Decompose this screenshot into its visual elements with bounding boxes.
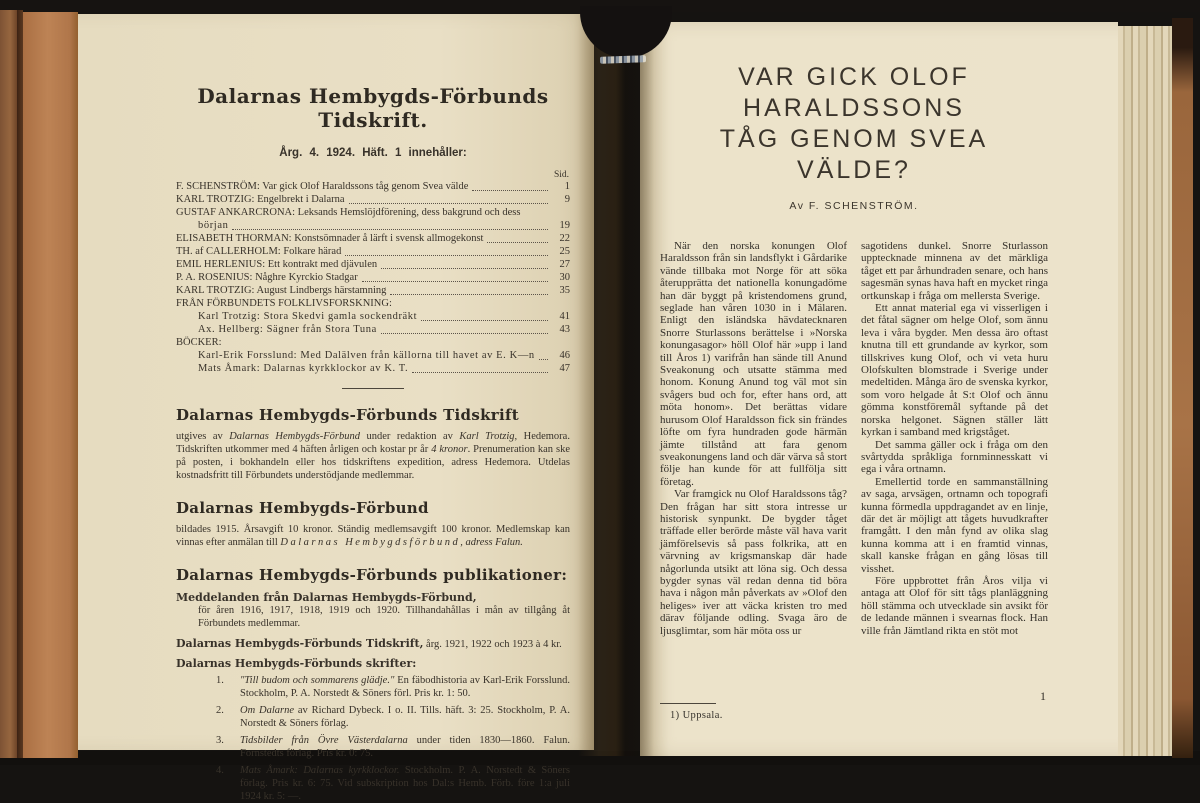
toc-entry: början 19 <box>198 220 570 231</box>
footnote: 1) Uppsala. <box>660 703 847 722</box>
forbund-section-heading: Dalarnas Hembygds-Förbund <box>176 499 429 517</box>
toc-entry: Karl-Erik Forsslund: Med Dalälven från källorna till havet av E. K—n 46 <box>198 350 570 361</box>
table-of-contents <box>176 180 570 375</box>
journal-title: Dalarnas Hembygds-Förbunds Tidskrift. <box>197 84 549 132</box>
list-item: 4. Mats Åmark: Dalarnas kyrkklockor. Stockholm. P. A. Norstedt & Söners förlag. Pris kr. 6: 75. Vid subskription hos Dal:s Hemb. Förb. före 1:a juli 1924 kr. 5: —. <box>216 765 570 802</box>
article-title: VAR GICK OLOF HARALDSSONS TÅG GENOM SVEA VÄLDE? <box>719 63 989 184</box>
paragraph: När den norska konungen Olof Haraldsson från sin landsflykt i Gårdarike vände tillbaka mot Norge för att söka återupprätta det nationella konungadöme han där byggt på kristendomens grund, seglade han våren 1030 in i Mälaren. Enligt den isländska hävdatecknaren Snorre Sturlassons berättelse i »Norska konungasagor» höll Olof här »upp i land till Åros 1) varifrån han sände till Anund Sveakonung och utsatte stämma med honom. Konung Anund tog väl mot sin svågers bud och for, efter hans ord, att möta honom». Det berättas vidare hurusom Olof Haraldsson fick sin frändes löfte om fyra hundraden gode härmän jämte tillstånd att fara genom sveakonungens land och där värva så stort följe han kunde för att fullfölja sitt företag. <box>660 240 847 488</box>
toc-entry: Mats Åmark: Dalarnas kyrkklockor av K. T. 47 <box>198 363 570 374</box>
paragraph: sagotidens dunkel. Snorre Sturlasson upptecknade minnena av det märkliga tåget ett par århundraden senare, och hans sagesmän synas hava haft en mycket ringa ortkunskap i fråga om mellersta Sverige. <box>861 240 1048 302</box>
toc-entry: Ax. Hellberg: Sägner från Stora Tuna 43 <box>198 324 570 335</box>
paragraph: Det samma gäller ock i fråga om den svårtydda språkliga fornminnesskatt vi ega i våra ortnamn. <box>861 438 1048 476</box>
toc-entry: TH. af CALLERHOLM: Folkare härad 25 <box>176 246 570 257</box>
book-cover-left-edge <box>0 10 17 758</box>
toc-entry: ELISABETH THORMAN: Konstsömnader å lärft i svensk allmogekonst 22 <box>176 233 570 244</box>
publications-section-heading: Dalarnas Hembygds-Förbunds publikationer: <box>176 566 568 584</box>
list-item: 3. Tidsbilder från Övre Västerdalarna under tiden 1830—1860. Falun. Fornstedts förlag. Pris kr. 0: 75. <box>216 735 570 759</box>
divider-rule <box>342 388 404 389</box>
toc-entry: KARL TROTZIG: August Lindbergs härstamning 35 <box>176 285 570 296</box>
article-byline: Av F. SCHENSTRÖM. <box>789 200 919 212</box>
page-stack-right-edge <box>1118 26 1172 756</box>
footnote-rule <box>660 703 716 704</box>
toc-entry: Karl Trotzig: Stora Skedvi gamla sockendräkt 41 <box>198 311 570 322</box>
toc-section-header: FRÅN FÖRBUNDETS FOLKLIVSFORSKNING: <box>176 298 392 309</box>
skrifter-heading: Dalarnas Hembygds-Förbunds skrifter: <box>176 657 417 670</box>
article-column-2 <box>861 240 1048 722</box>
publication-list <box>216 674 570 803</box>
toc-entry: GUSTAF ANKARCRONA: Leksands Hemslöjdförening, dess bakgrund och dess <box>176 207 521 218</box>
toc-entry: P. A. ROSENIUS: Någhre Kyrckio Stadgar 30 <box>176 272 570 283</box>
toc-entry: F. SCHENSTRÖM: Var gick Olof Haraldssons tåg genom Svea välde 1 <box>176 181 570 192</box>
meddelanden-detail: för åren 1916, 1917, 1918, 1919 och 1920. Tillhandahållas i mån av tillgång åt Förbundets medlemmar. <box>198 605 570 629</box>
left-page-content <box>78 14 594 802</box>
paragraph: Emellertid torde en sammanställning av saga, arvsägen, ortnamn och topografi kunna förmedla uppdragandet av en linje, där det är möjligt att tågets huvudkrafter framgått. I den mån fynd av olika slag kunna komma att i en framtid vinnas, skall kanske frågan en gång lösas till visshet. <box>861 475 1048 575</box>
meddelanden-lead: Meddelanden från Dalarnas Hembygds-Förbund, <box>176 591 477 604</box>
article-column-1 <box>660 240 847 722</box>
forbund-section-paragraph: bildades 1915. Årsavgift 10 kronor. Ständig medlemsavgift 100 kronor. Medlemskap kan vinnas efter anmälan till Dalarnas Hembygdsförbund, adress Falun. <box>176 524 570 548</box>
toc-entry: KARL TROTZIG: Engelbrekt i Dalarna 9 <box>176 194 570 205</box>
paragraph: Före uppbrottet från Åros vilja vi antaga att Olof för sitt tågs planläggning höll stämma och utvecklade sin avsikt för de ledande männen i svearnas flock. Han ville från Jämtland rikta en stöt mot <box>861 574 1048 637</box>
list-item: 2. Om Dalarne av Richard Dybeck. I o. II. Tills. häft. 3: 25. Stockholm, P. A. Norstedt & Söners förlag. <box>216 705 570 729</box>
right-page-content <box>640 22 1118 756</box>
toc-entry: EMIL HERLENIUS: Ett kontrakt med djävulen 27 <box>176 259 570 270</box>
article-columns <box>660 240 1048 722</box>
book-cover-right-edge <box>1172 18 1193 758</box>
tidskrift-availability: Dalarnas Hembygds-Förbunds Tidskrift, årg. 1921, 1922 och 1923 à 4 kr. <box>176 637 562 650</box>
paragraph: Var framgick nu Olof Haraldssons tåg? Den frågan har sitt stora intresse ur historisk synpunkt. De bygder tåget träffade eller berörde måste väl hava varit jämförelsevis så pass folkrika, att en värvning av krigsmanskap där hade någorlunda utsikt att löna sig. Och dessa bygder synas väl redan denna tid böra hava i någon mån påverkats av »Olof den heliges» iver att väcka kristen tro med därav följande odling. Svaga äro de ljusglimtar, som här möta oss ur <box>660 488 847 637</box>
page-number: 1 <box>1040 689 1046 703</box>
issue-subtitle: Årg. 4. 1924. Häft. 1 innehåller: <box>279 147 467 159</box>
tidskrift-section-paragraph: utgives av Dalarnas Hembygds-Förbund under redaktion av Karl Trotzig, Hedemora. Tidskriften utkommer med 4 häften årligen och kostar pr år 4 kronor. Prenumeration kan ske på posten, i bokhandeln eller hos tidskriftens expedition, adress Hedemora. Utdelas kostnadsfritt till Förbundets understödjande medlemmar. <box>176 431 570 481</box>
list-item: 1. "Till budom och sommarens glädje." En fäbodhistoria av Karl-Erik Forsslund. Stockholm, P. A. Norstedt & Söners förl. Pris kr. 1: 50. <box>216 675 570 699</box>
page-column-label: Sid. <box>553 170 569 180</box>
toc-section-header: BÖCKER: <box>176 337 222 348</box>
book-endpaper-left <box>23 12 78 758</box>
tidskrift-section-heading: Dalarnas Hembygds-Förbunds Tidskrift <box>176 406 519 424</box>
paragraph: Ett annat material ega vi visserligen i det fåtal sägner om helge Olof, som ännu leva i våra bygder. Men dessa äro oftast knutna till ett grundande av kyrkor, som tillskrives kung Olof, och vi veta huru Olofskulten blomstrade i Sverige under medeltiden. Många äro de svenska kyrkor, som voro helgade åt S:t Olof och ännu gömma konstföremål syftande på det norska helgonet. Sägnen ställer lätt kyrkan i samband med krigståget. <box>861 302 1048 439</box>
